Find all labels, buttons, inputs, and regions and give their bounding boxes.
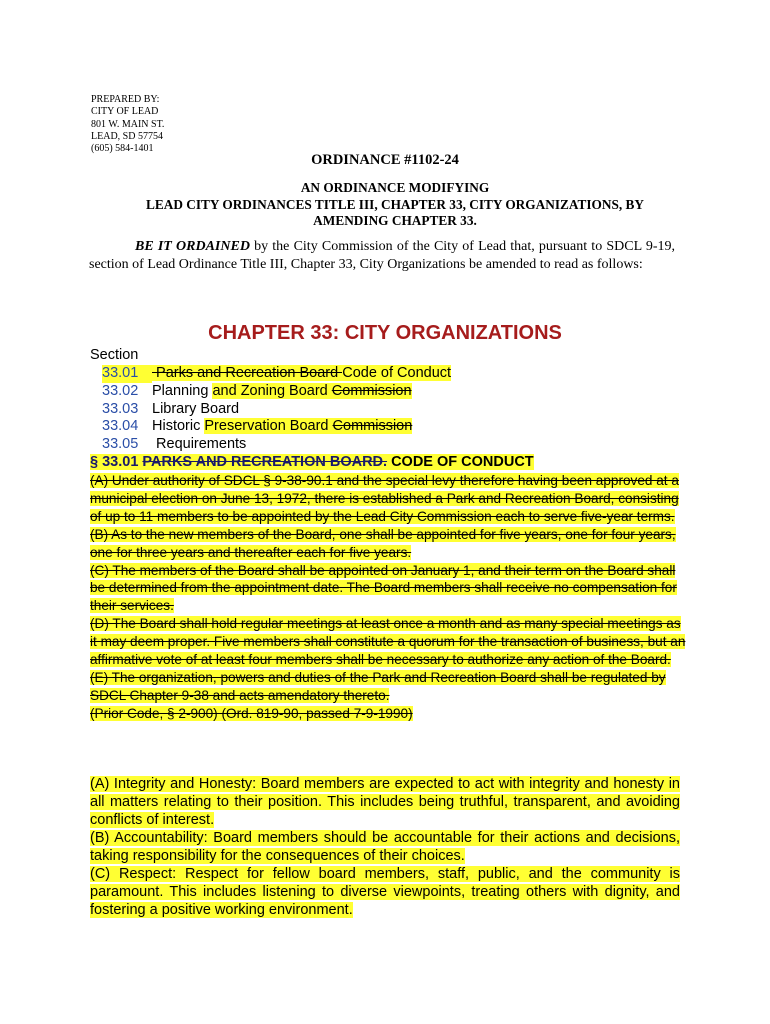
toc-section-link[interactable]: 33.02 (102, 382, 139, 399)
section-heading-new: CODE OF CONDUCT (387, 454, 534, 470)
toc-section-link[interactable]: 33.03 (102, 400, 139, 417)
toc-plain-text: Library Board (152, 400, 240, 417)
prepared-by-line: LEAD, SD 57754 (91, 130, 163, 142)
ordinance-title-line: AN ORDINANCE MODIFYING (300, 180, 490, 195)
toc-added-text: Code of Conduct (342, 365, 452, 381)
repealed-paragraph: (E) The organization, powers and duties of the Park and Recreation Board shall be regulated by SDCL Chapter 9-38 and acts amendatory thereto. (90, 669, 666, 703)
prepared-by-line: CITY OF LEAD (91, 106, 159, 118)
toc-added-text: and Zoning Board (212, 382, 332, 399)
repealed-paragraph: (D) The Board shall hold regular meetings at least once a month and as many special meetings as it may deem proper. Five members shall constitute a quorum for the transaction of business, but an affirmative vote of at least four members shall be necessary to authorize any action of the Board. (90, 616, 686, 668)
enactment-clause (89, 238, 675, 273)
repealed-paragraph: (A) Under authority of SDCL § 9-38-90.1 and the special levy therefore having been approved at a municipal election on June 13, 1972, there is established a Park and Recreation Board, consisting of up to 11 members to be appointed by the Lead City Commission each to serve five-year terms. (90, 473, 679, 524)
new-paragraph: (B) Accountability: Board members should be accountable for their actions and decisions, taking responsibility for the consequences of their choices. (90, 830, 680, 864)
toc-added-text: Preservation Board (204, 418, 333, 435)
new-code-of-conduct-text (90, 775, 680, 919)
toc-row (102, 383, 451, 401)
prepared-by-line: PREPARED BY: (91, 94, 160, 105)
new-paragraph: (C) Respect: Respect for fellow board members, staff, public, and the community is paramount. This includes listening to diverse viewpoints, treating others with dignity, and fostering a positive working environment. (90, 866, 680, 918)
ordinance-title-line: AMENDING CHAPTER 33. (313, 213, 477, 228)
section-label: Section (90, 347, 139, 363)
toc-section-link[interactable]: 33.04 (102, 418, 139, 435)
toc-struck-text: Parks and Recreation Board (152, 365, 343, 381)
repealed-paragraph: (C) The members of the Board shall be appointed on January 1, and their term on the Board shall be determined from the appointment date. The Board members shall receive no compensation for their services. (90, 562, 677, 614)
prepared-by-line: (605) 584-1401 (91, 143, 154, 155)
ordinance-title (60, 180, 730, 230)
repealed-paragraph: (B) As to the new members of the Board, one shall be appointed for five years, one for four years, one for three years and thereafter each for five years. (90, 526, 676, 560)
enactment-text: by the City Commission of the City of Lead that, pursuant to SDCL 9-19, section of Lead Ordinance Title III, Chapter 33, City Organizations be amended to read as follows: (89, 239, 675, 272)
section-heading (90, 454, 534, 470)
toc-row (102, 436, 451, 454)
new-paragraph: (A) Integrity and Honesty: Board members are expected to act with integrity and honesty in all matters relating to their position. This includes being truthful, transparent, and avoiding conflicts of interest. (90, 776, 680, 828)
toc-section-link[interactable]: 33.05 (102, 436, 139, 453)
ordinance-title-line: LEAD CITY ORDINANCES TITLE III, CHAPTER 33, CITY ORGANIZATIONS, BY (146, 196, 644, 212)
chapter-heading: CHAPTER 33: CITY ORGANIZATIONS (208, 322, 562, 344)
section-heading-number: § 33.01 (90, 454, 143, 470)
repealed-text (90, 472, 690, 723)
toc-plain-text: Requirements (152, 436, 247, 453)
section-heading-struck: PARKS AND RECREATION BOARD. (142, 454, 388, 470)
toc-row (102, 418, 451, 436)
prepared-by-line: 801 W. MAIN ST. (91, 118, 165, 130)
toc-section-link[interactable]: 33.01 (102, 365, 152, 383)
prepared-by-block (91, 94, 164, 155)
toc-row (102, 401, 451, 419)
toc-plain-text: Historic (152, 418, 205, 435)
toc-struck-text: Commission (332, 418, 413, 435)
toc-struck-text: Commission (331, 382, 412, 399)
ordinance-number: ORDINANCE #1102-24 (311, 152, 459, 168)
toc-plain-text: Planning (152, 382, 213, 399)
enactment-lead: BE IT ORDAINED (135, 239, 250, 254)
toc-row (102, 365, 451, 383)
repealed-source-note: (Prior Code, § 2-900) (Ord. 819-90, passed 7-9-1990) (90, 705, 413, 721)
section-toc (102, 365, 451, 454)
